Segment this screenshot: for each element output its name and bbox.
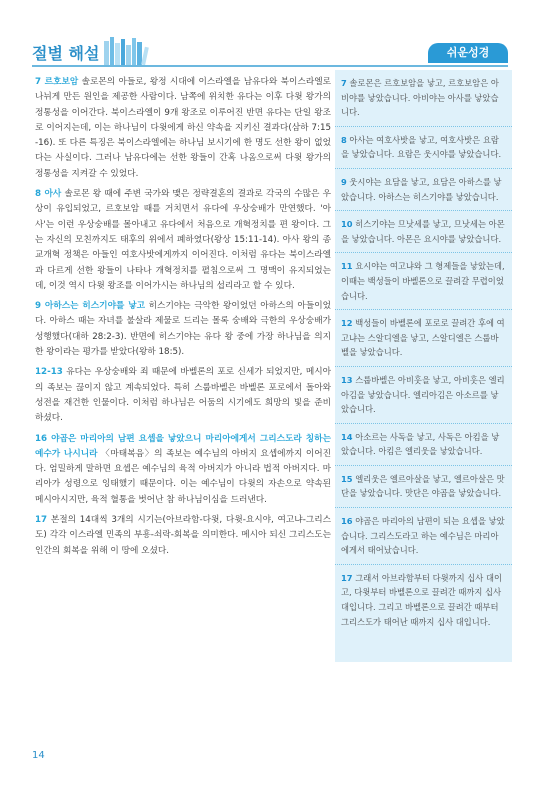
verse-text: 야곱은 마리아의 남편이 되는 요셉을 낳았습니다. 그리스도라고 하는 예수님은 마리아에게서 태어났습니다. — [341, 516, 505, 556]
page-number: 14 — [32, 750, 45, 761]
easy-bible-sidebar — [335, 70, 512, 662]
commentary-paragraph — [35, 513, 331, 559]
verse-text: 백성들이 바벨론에 포로로 끌려간 후에 여고냐는 스알디엘을 낳고, 스알디엘은 스룹바벨을 낳았습니다. — [341, 318, 505, 358]
verse-note — [335, 367, 512, 424]
verse-number: 12 — [341, 318, 353, 329]
verse-number: 15 — [341, 473, 353, 484]
verse-number: 11 — [341, 261, 353, 272]
verse-text: 그래서 아브라함부터 다윗까지 십사 대이고, 다윗부터 바벨론으로 끌려간 때까지 십사 대입니다. 그리고 바벨론으로 끌려간 때부터 그리스도가 태어난 때까지 십사 대입니다. — [341, 572, 502, 627]
commentary-text: 유다는 우상숭배와 죄 때문에 바벨론의 포로 신세가 되었지만, 메시아의 족보는 끊이지 않고 계속되었다. 특히 스룹바벨은 바벨론 포로에서 돌아와 성전을 재건한 인물이다. 이처럼 하나님은 어둠의 시기에도 희망의 빛을 준비하셨다. — [35, 367, 331, 424]
commentary-text: 본절의 14대씩 3개의 시기는(아브라함-다윗, 다윗-요시야, 여고냐-그리스도) 각각 이스라엘 민족의 부흥-쇠락-회복을 의미한다. 메시아 되신 그리스도는 인간의 회복을 위해 이 땅에 오셨다. — [35, 515, 332, 556]
commentary-paragraph — [35, 299, 331, 360]
verse-note — [335, 508, 512, 565]
verse-number: 10 — [341, 219, 353, 230]
section-title: 절별 해설 — [32, 44, 100, 63]
verse-text: 엘리웃은 엘르아살을 낳고, 엘르아살은 맛단을 낳았습니다. 맛단은 야곱을 낳았습니다. — [341, 473, 505, 499]
verse-note — [335, 211, 512, 253]
header-divider — [32, 65, 508, 67]
commentary-column — [35, 75, 331, 564]
verse-number: 8 — [341, 134, 347, 145]
verse-note — [335, 565, 512, 635]
commentary-paragraph — [35, 432, 331, 508]
commentary-heading: 8 아사 — [35, 189, 62, 200]
verse-number: 13 — [341, 374, 353, 385]
commentary-heading: 9 아하스는 히스기야를 낳고 — [35, 301, 146, 312]
verse-note — [335, 253, 512, 310]
page-header — [32, 33, 512, 67]
verse-note — [335, 310, 512, 367]
verse-note — [335, 424, 512, 466]
commentary-paragraph — [35, 187, 331, 294]
verse-text: 웃시야는 요담을 낳고, 요담은 아하스를 낳았습니다. 아하스는 히스기야를 낳았습니다. — [341, 176, 502, 202]
commentary-text: 솔로몬 왕 때에 주변 국가와 맺은 정략결혼의 결과로 각국의 수많은 우상이 유입되었고, 르호보암 때를 거치면서 유다에 우상숭배가 만연했다. '아사'는 이런 우상숭배를 몰아내고 유다에서 처음으로 개혁정치를 편 왕이다. 그는 자신의 모친까지도 태후의 위에서 폐하였다(왕상 15:11-14). 아사 왕의 종교개혁 정책은 아들인 여호사밧에게까지 이어진다. 이처럼 유다는 북이스라엘과 다르게 선한 왕들이 나타나 개혁정치를 펼침으로써 그 명맥이 유지되었는데, 이것 역시 다윗 왕조를 이어가시는 하나님의 섭리라고 할 수 있다. — [35, 189, 332, 291]
books-icon — [102, 35, 154, 65]
verse-text: 히스기야는 므낫세를 낳고, 므낫세는 아몬을 낳았습니다. 아몬은 요시야를 낳았습니다. — [341, 219, 505, 244]
verse-text: 스룹바벨은 아비훗을 낳고, 아비훗은 엘리아김을 낳았습니다. 엘리아김은 아소르를 낳았습니다. — [341, 374, 505, 415]
commentary-heading: 17 — [35, 515, 48, 526]
verse-number: 17 — [341, 572, 353, 583]
commentary-text: 히스기야는 극악한 왕이었던 아하스의 아들이었다. 아하스 때는 자녀를 불살라 제물로 드리는 몰록 숭배와 극한의 우상숭배가 성행했다(대하 28:2-3). 반면에 히스기야는 유다 왕 중에 가장 하나님을 의지한 왕이라는 평가를 받았다(왕하 18:5). — [35, 301, 331, 358]
commentary-heading: 7 르호보암 — [35, 77, 79, 87]
commentary-text: 〈마태복음〉의 족보는 예수님의 아버지 요셉에까지 이어진다. 엄밀하게 말하면 요셉은 예수님의 육적 아버지가 아니라 법적 아버지다. 마리아가 성령으로 잉태했기 때문이다. 이는 예수님이 다윗의 자손으로 약속된 메시아시지만, 육적 혈통을 벗어난 참 하나님이심을 드러낸다. — [35, 448, 332, 505]
verse-number: 14 — [341, 431, 353, 442]
verse-number: 9 — [341, 176, 347, 187]
verse-note — [335, 70, 512, 127]
verse-note — [335, 169, 512, 211]
verse-number: 7 — [341, 78, 347, 88]
version-tag: 쉬운성경 — [428, 43, 508, 63]
commentary-paragraph — [35, 365, 331, 426]
verse-number: 16 — [341, 516, 353, 527]
commentary-heading: 16 야곱은 마리아의 남편 요셉을 낳았으니 마리아에게서 그리스도라 칭하는 예수가 나시니라 — [35, 433, 331, 459]
verse-note — [335, 466, 512, 508]
commentary-text: 솔로몬의 아들로, 왕정 시대에 이스라엘을 남유다와 북이스라엘로 나뉘게 만든 원인을 제공한 사람이다. 남쪽에 위치한 유다는 이후 다윗 왕가의 정통성을 이어간다. 북이스라엘이 9개 왕조로 이루어진 반면 유다는 단일 왕조로 이어지는데, 이는 하나님이 다윗에게 하신 약속을 지키신 결과다(삼하 7:15-16). 또 다른 특징은 북이스라엘에는 하나님 보시기에 한 명도 선한 왕이 없었다는 사실이다. 그러나 남유다에는 선한 왕들이 간혹 나옴으로써 다윗 왕가의 정통성을 지켜갈 수 있었다. — [35, 77, 332, 179]
verse-text: 아소르는 사독을 낳고, 사독은 아킴을 낳았습니다. 아킴은 엘리웃을 낳았습니다. — [341, 431, 500, 457]
commentary-paragraph — [35, 75, 331, 182]
verse-note — [335, 127, 512, 169]
verse-text: 솔로몬은 르호보암을 낳고, 르호보암은 아비야를 낳았습니다. 아비야는 아사를 낳았습니다. — [341, 78, 499, 118]
verse-text: 요시야는 여고냐와 그 형제들을 낳았는데, 이때는 백성들이 바벨론으로 끌려갈 무렵이었습니다. — [341, 261, 505, 301]
commentary-heading: 12-13 — [35, 367, 63, 378]
verse-text: 아사는 여호사밧을 낳고, 여호사밧은 요람을 낳았습니다. 요람은 웃시야를 낳았습니다. — [341, 134, 502, 160]
